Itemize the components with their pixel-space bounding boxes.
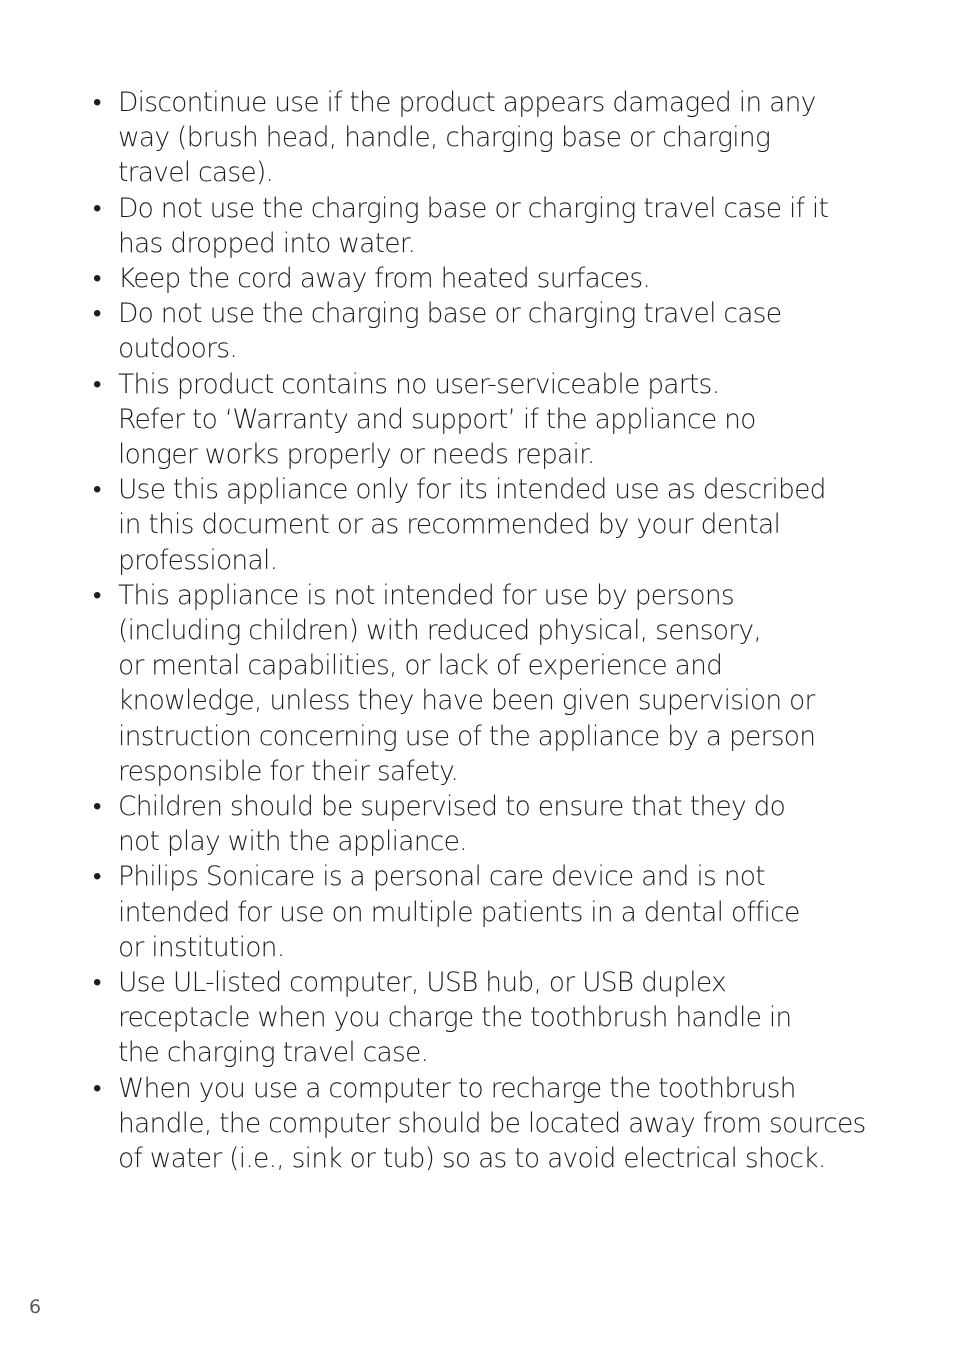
bullet-item xyxy=(90,367,866,473)
bullet-dot-icon: • xyxy=(93,580,101,609)
bullet-text-line: Use this appliance only for its intended use as described xyxy=(118,474,826,506)
bullet-item xyxy=(90,859,866,965)
bullet-text-line: Do not use the charging base or charging travel case if it xyxy=(118,192,829,224)
bullet-text-line: Children should be supervised to ensure that they do xyxy=(118,791,786,823)
bullet-item xyxy=(90,472,866,578)
bullet-text-line: This appliance is not intended for use by persons xyxy=(118,579,734,611)
bullet-text-line: This product contains no user-serviceable parts. xyxy=(118,368,720,400)
bullet-dot-icon: • xyxy=(93,862,101,891)
bullet-text-line: the charging travel case. xyxy=(118,1037,429,1069)
bullet-item xyxy=(90,578,866,789)
bullet-dot-icon: • xyxy=(93,475,101,504)
bullet-dot-icon: • xyxy=(93,88,101,116)
bullet-text-line: Do not use the charging base or charging travel case xyxy=(118,298,782,330)
bullet-dot-icon: • xyxy=(93,299,101,328)
bullet-text-line: Keep the cord away from heated surfaces. xyxy=(118,263,651,295)
bullet-item xyxy=(90,296,866,366)
bullet-text-line: responsible for their safety. xyxy=(118,755,459,787)
bullet-text-line: of water (i.e., sink or tub) so as to avoid electrical shock. xyxy=(118,1143,826,1175)
bullet-text-line: instruction concerning use of the appliance by a person xyxy=(118,720,816,752)
bullet-text-line: outdoors. xyxy=(118,333,238,365)
bullet-text-line: travel case). xyxy=(118,157,274,189)
bullet-dot-icon: • xyxy=(93,369,101,398)
bullet-item xyxy=(90,1071,866,1177)
bullet-item xyxy=(90,965,866,1071)
bullet-item xyxy=(90,789,866,859)
bullet-dot-icon: • xyxy=(93,792,101,821)
bullet-text-line: or institution. xyxy=(118,931,285,963)
bullet-dot-icon: • xyxy=(93,1073,101,1102)
safety-bullet-list xyxy=(90,85,866,1176)
bullet-text-line: not play with the appliance. xyxy=(118,826,467,858)
bullet-text-line: intended for use on multiple patients in a dental office xyxy=(118,896,800,928)
bullet-item xyxy=(90,261,866,296)
bullet-text-line: Discontinue use if the product appears damaged in any xyxy=(118,87,816,118)
page-number: 6 xyxy=(29,1296,42,1318)
bullet-text-line: in this document or as recommended by your dental xyxy=(118,509,781,541)
bullet-text-line: knowledge, unless they have been given supervision or xyxy=(118,685,815,717)
bullet-text-line: has dropped into water. xyxy=(118,227,416,259)
bullet-text-line: handle, the computer should be located away from sources xyxy=(118,1107,866,1139)
bullet-text-line: professional. xyxy=(118,544,278,576)
bullet-text-line: way (brush head, handle, charging base or charging xyxy=(118,122,771,154)
bullet-text-line: When you use a computer to recharge the toothbrush xyxy=(118,1072,796,1104)
bullet-text-line: Use UL-listed computer, USB hub, or USB duplex xyxy=(118,967,726,999)
bullet-dot-icon: • xyxy=(93,264,101,293)
bullet-dot-icon: • xyxy=(93,968,101,997)
bullet-text-line: or mental capabilities, or lack of experience and xyxy=(118,650,723,682)
bullet-item xyxy=(90,191,866,261)
bullet-text-line: longer works properly or needs repair. xyxy=(118,439,595,471)
bullet-item xyxy=(90,85,866,191)
bullet-dot-icon: • xyxy=(93,193,101,222)
bullet-text-line: Refer to ‘Warranty and support’ if the appliance no xyxy=(118,403,756,435)
bullet-text-line: (including children) with reduced physical, sensory, xyxy=(118,615,762,647)
bullet-text-line: receptacle when you charge the toothbrush handle in xyxy=(118,1002,792,1034)
bullet-text-line: Philips Sonicare is a personal care device and is not xyxy=(118,861,765,893)
